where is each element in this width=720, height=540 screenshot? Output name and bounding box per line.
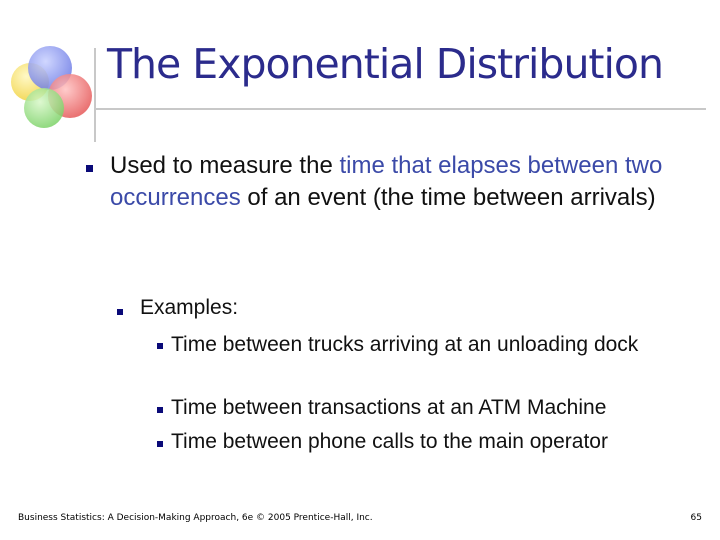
bullet-text-post: of an event (the time between arrivals) [240,184,656,211]
decorative-vertical-rule [94,48,96,142]
bullet-marker [157,407,163,413]
bullet-text-pre: Used to measure the [110,152,340,179]
page-number: 65 [690,513,702,523]
bullet-text-highlight: time that elapses between two occurrences [110,152,663,211]
bullet-marker [117,309,123,315]
example-item: Time between phone calls to the main operator [171,430,608,453]
title-underline-rule [94,108,706,110]
slide-title: The Exponential Distribution [107,40,663,88]
bullet-marker [157,441,163,447]
bullet-marker [86,165,93,172]
examples-label: Examples: [140,296,239,319]
example-item: Time between transactions at an ATM Machine [171,396,607,419]
footer-citation: Business Statistics: A Decision-Making Approach, 6e © 2005 Prentice-Hall, Inc. [18,513,373,523]
bullet-text-definition [110,150,700,214]
example-item: Time between trucks arriving at an unloading dock [171,333,639,356]
decorative-circles-logo [8,44,100,134]
bullet-marker [157,343,163,349]
